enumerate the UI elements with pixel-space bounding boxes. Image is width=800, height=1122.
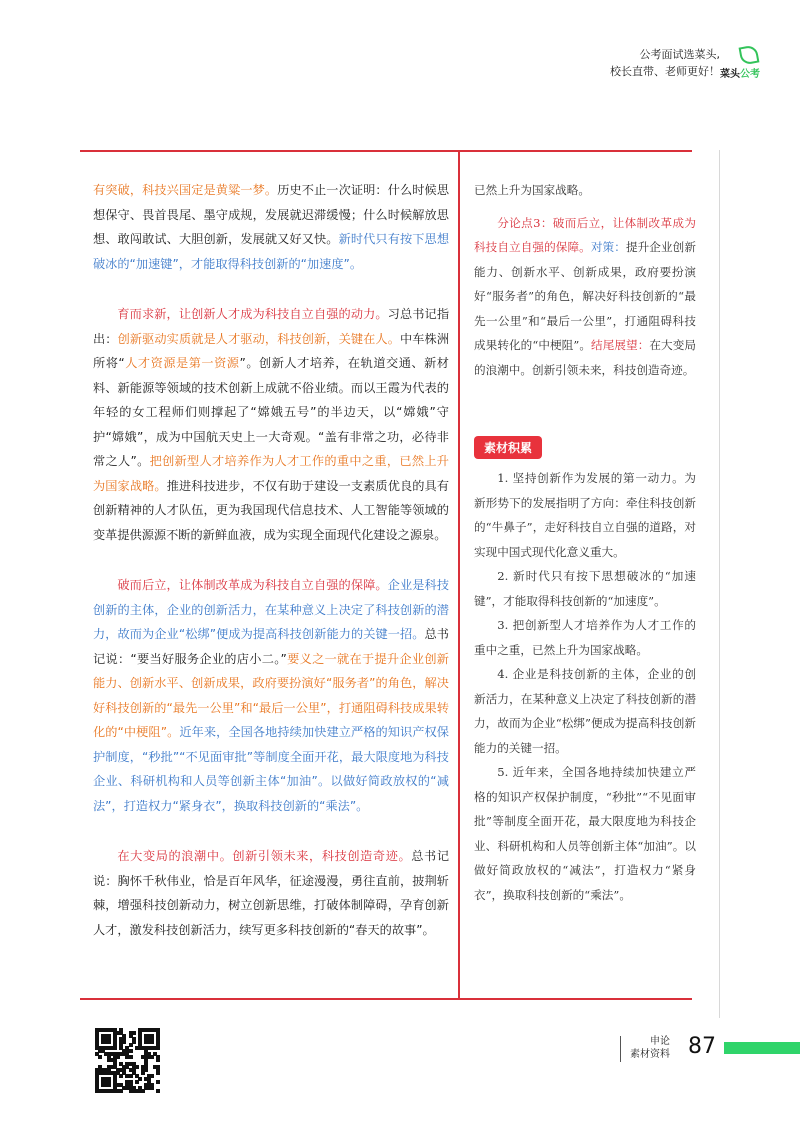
material-badge-wrap <box>474 436 542 459</box>
footer-label <box>630 1035 670 1061</box>
right-paragraph-1: 已然上升为国家战略。 <box>474 183 590 197</box>
qr-module <box>119 1074 123 1078</box>
qr-module <box>156 1046 160 1050</box>
paragraph-1: 有突破，科技兴国定是黄粱一梦。历史不止一次证明：什么时候思想保守、畏首畏尾、墨守成规，发展就迟滞缓慢；什么时候解放思想、敢闯敢试、大胆创新，发展就又好又快。新时代只有按下思想破冰的“加速键”，才能取得科技创新的“加速度”。 <box>93 183 450 271</box>
bottom-divider <box>80 998 692 1000</box>
material-item: 2. 新时代只有按下思想破冰的“加速键”，才能取得科技创新的“加速度”。 <box>474 569 696 608</box>
qr-module <box>156 1071 160 1075</box>
qr-code <box>95 1028 159 1092</box>
footer-divider <box>620 1036 621 1062</box>
qr-module <box>107 1083 111 1087</box>
logo-text: 菜头公考 <box>720 69 760 80</box>
material-item: 3. 把创新型人才培养作为人才工作的重中之重，已然上升为国家战略。 <box>474 618 696 657</box>
top-divider <box>80 150 692 152</box>
qr-module <box>129 1055 133 1059</box>
qr-module <box>150 1086 154 1090</box>
left-column <box>93 178 449 968</box>
right-column <box>474 178 696 382</box>
footer-label-line1: 申论 <box>650 1036 670 1047</box>
qr-module <box>156 1089 160 1093</box>
qr-module <box>150 1040 154 1044</box>
header-slogan <box>610 46 720 80</box>
page-number: 87 <box>688 1034 716 1059</box>
qr-module <box>135 1080 139 1084</box>
right-margin-line <box>719 150 720 1018</box>
footer-accent-bar <box>724 1042 800 1054</box>
paragraph-2: 育而求新，让创新人才成为科技自立自强的动力。习总书记指出：创新驱动实质就是人才驱动，科技创新，关键在人。中车株洲所将“人才资源是第一资源”。创新人才培养，在轨道交通、新材料、新能源等领域的技术创新上成就不俗业绩。而以王霞为代表的年轻的女工程师们则撑起了“嫦娥五号”的半边天，以“嫦娥”守护“嫦娥”，成为中国航天史上一大奇观。“盖有非常之功，必待非常之人”。把创新型人才培养作为人才工作的重中之重，已然上升为国家战略。推进科技进步，不仅有助于建设一支素质优良的具有创新精神的人才队伍，更为我国现代信息技术、人工智能等领域的变革提供源源不断的新鲜血液，成为实现全面现代化建设之源泉。 <box>93 307 450 542</box>
paragraph-3: 破而后立，让体制改革成为科技自立自强的保障。企业是科技创新的主体，企业的创新活力，在某种意义上决定了科技创新的潜力，故而为企业“松绑”便成为提高科技创新能力的关键一招。总书记说：“要当好服务企业的店小二。”要义之一就在于提升企业创新能力、创新水平、创新成果，政府要扮演好“服务者”的角色，解决好科技创新的“最先一公里”和“最后一公里”，打通阻碍科技成果转化的“中梗阻”。近年来，全国各地持续加快建立严格的知识产权保护制度，“秒批”“不见面审批”等制度全面开花，最大限度地为科技企业、科研机构和人员等创新主体“加油”。以做好简政放权的“减法”，打造权力“紧身衣”，换取科技创新的“乘法”。 <box>93 578 450 813</box>
material-item: 4. 企业是科技创新的主体，企业的创新活力，在某种意义上决定了科技创新的潜力，故而为企业“松绑”便成为提高科技创新能力的关键一招。 <box>474 667 696 755</box>
footer-label-line2: 素材资料 <box>630 1049 670 1060</box>
header-slogan-line2: 校长直带、老师更好！ <box>610 65 720 78</box>
column-divider <box>458 150 460 1000</box>
header-slogan-line1: 公考面试选菜头, <box>639 48 720 61</box>
qr-module <box>156 1058 160 1062</box>
qr-module <box>98 1055 102 1059</box>
material-item: 5. 近年来，全国各地持续加快建立严格的知识产权保护制度，“秒批”“不见面审批”等制度全面开花，最大限度地为科技企业、科研机构和人员等创新主体“加油”。以做好简政放权的“减法”，打造权力“紧身衣”，换取科技创新的“乘法”。 <box>474 765 696 902</box>
material-item: 1. 坚持创新作为发展的第一动力。为新形势下的发展指明了方向：牵住科技创新的“牛鼻子”，走好科技自立自强的道路，对实现中国式现代化意义重大。 <box>474 471 696 559</box>
qr-module <box>107 1040 111 1044</box>
material-badge: 素材积累 <box>474 436 542 459</box>
qr-module <box>119 1089 123 1093</box>
brand-logo <box>720 44 774 84</box>
qr-module <box>141 1089 145 1093</box>
qr-module <box>113 1046 117 1050</box>
paragraph-4: 在大变局的浪潮中。创新引领未来，科技创造奇迹。总书记说：胸怀千秋伟业，恰是百年风华，征途漫漫，勇往直前，披荆斩棘，增强科技创新动力，树立创新思维，打破体制障碍，孕育创新人才，激发科技创新活力，续写更多科技创新的“春天的故事”。 <box>93 849 450 937</box>
qr-module <box>156 1080 160 1084</box>
qr-module <box>150 1055 154 1059</box>
material-list <box>474 466 696 907</box>
leaf-icon <box>739 45 760 66</box>
right-paragraph-2: 分论点3：破而后立，让体制改革成为科技自立自强的保障。对策：提升企业创新能力、创新水平、创新成果，政府要扮演好“服务者”的角色，解决好科技创新的“最先一公里”和“最后一公里”，打通阻碍科技成果转化的“中梗阻”。结尾展望：在大变局的浪潮中。创新引领未来，科技创造奇迹。 <box>474 215 696 377</box>
qr-module <box>141 1071 145 1075</box>
qr-module <box>129 1074 133 1078</box>
